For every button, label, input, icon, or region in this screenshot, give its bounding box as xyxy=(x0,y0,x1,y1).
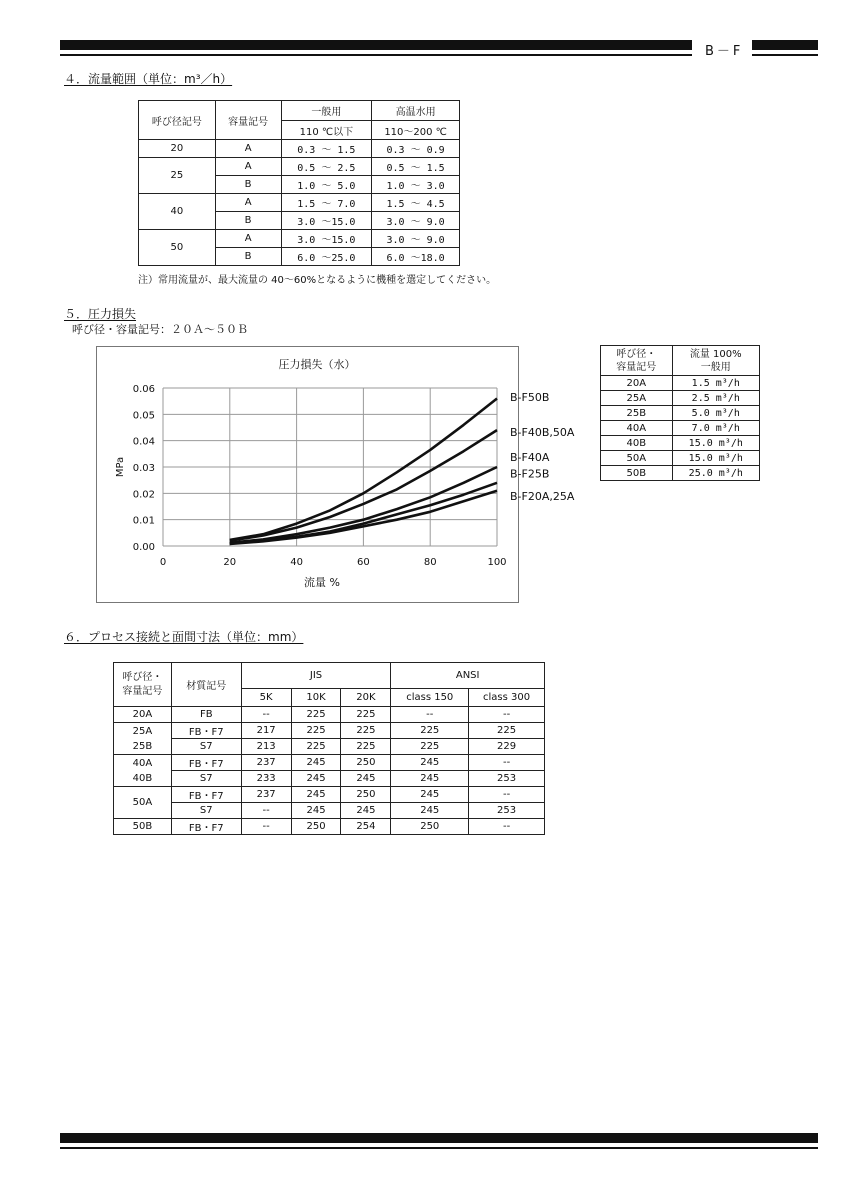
chart-svg xyxy=(97,347,575,602)
cell-c150: -- xyxy=(391,707,469,723)
cell-high: 1.0 ～ 3.0 xyxy=(372,176,460,194)
th-5k: 5K xyxy=(241,689,291,707)
th-high-temp: 高温水用 xyxy=(372,101,460,121)
th-capacity-code: 容量記号 xyxy=(215,101,281,140)
cell-size: 50 xyxy=(139,230,216,266)
cell-c150: 245 xyxy=(391,755,469,771)
cell-cap: A xyxy=(215,140,281,158)
cell-20k: 225 xyxy=(341,707,391,723)
cell-20k: 254 xyxy=(341,819,391,835)
cell-size: 20A xyxy=(114,707,172,723)
cell-c150: 250 xyxy=(391,819,469,835)
cell-cap: A xyxy=(215,158,281,176)
cell-c300: -- xyxy=(469,707,545,723)
series-label: B-F40B,50A xyxy=(510,426,575,440)
cell-20k: 225 xyxy=(341,723,391,739)
cell-c150: 245 xyxy=(391,771,469,787)
x-tick-label: 80 xyxy=(423,557,437,568)
cell-code: 20A xyxy=(601,376,673,391)
cell-c300: 253 xyxy=(469,803,545,819)
cell-cap: B xyxy=(215,176,281,194)
th-size: 呼び径・ 容量記号 xyxy=(114,663,172,707)
series-label: B-F20A,25A xyxy=(510,490,575,504)
cell-10k: 225 xyxy=(291,723,341,739)
cell-high: 3.0 ～ 9.0 xyxy=(372,212,460,230)
cell-c300: 229 xyxy=(469,739,545,755)
flow-100-table xyxy=(600,345,760,481)
cell-20k: 250 xyxy=(341,787,391,803)
cell-code: 50A xyxy=(601,451,673,466)
cell-cap: B xyxy=(215,248,281,266)
y-tick-label: 0.03 xyxy=(132,463,155,474)
cell-20k: 250 xyxy=(341,755,391,771)
cell-code: 50B xyxy=(601,466,673,481)
cell-10k: 245 xyxy=(291,803,341,819)
cell-20k: 225 xyxy=(341,739,391,755)
cell-c150: 225 xyxy=(391,739,469,755)
cell-c150: 245 xyxy=(391,787,469,803)
th-10k: 10K xyxy=(291,689,341,707)
cell-c150: 245 xyxy=(391,803,469,819)
cell-size: 40A 40B xyxy=(114,755,172,787)
th-high-temp-sub: 110～200 ℃ xyxy=(372,121,460,140)
th-20k: 20K xyxy=(341,689,391,707)
header-bar-left xyxy=(60,40,692,50)
cell-mat: FB・F7 xyxy=(171,755,241,771)
cell-size: 25 xyxy=(139,158,216,194)
cell-flow: 5.0 m³/h xyxy=(672,406,759,421)
footer-rule xyxy=(60,1147,818,1149)
cell-flow: 2.5 m³/h xyxy=(672,391,759,406)
cell-code: 25B xyxy=(601,406,673,421)
y-axis-label: MPa xyxy=(115,456,126,478)
th-general-sub: 110 ℃以下 xyxy=(281,121,372,140)
x-tick-label: 60 xyxy=(357,557,370,568)
pressure-loss-chart xyxy=(96,346,575,603)
cell-c300: -- xyxy=(469,787,545,803)
cell-flow: 15.0 m³/h xyxy=(672,436,759,451)
cell-20k: 245 xyxy=(341,803,391,819)
cell-size: 25A 25B xyxy=(114,723,172,755)
y-tick-label: 0.02 xyxy=(132,489,155,501)
cell-20k: 245 xyxy=(341,771,391,787)
cell-high: 1.5 ～ 4.5 xyxy=(372,194,460,212)
cell-general: 0.5 ～ 2.5 xyxy=(281,158,372,176)
cell-general: 3.0 ～15.0 xyxy=(281,212,372,230)
cell-code: 40A xyxy=(601,421,673,436)
cell-5k: -- xyxy=(241,819,291,835)
cell-5k: -- xyxy=(241,803,291,819)
cell-c150: 225 xyxy=(391,723,469,739)
cell-code: 25A xyxy=(601,391,673,406)
section6-title: ６．プロセス接続と面間寸法（単位：mm） xyxy=(64,630,304,644)
th-class300: class 300 xyxy=(469,689,545,707)
cell-5k: 237 xyxy=(241,755,291,771)
cell-cap: B xyxy=(215,212,281,230)
section5-title: ５．圧力損失 xyxy=(64,307,137,321)
th-size-code: 呼び径記号 xyxy=(139,101,216,140)
th-size-capacity: 呼び径・ 容量記号 xyxy=(601,346,673,376)
cell-mat: FB・F7 xyxy=(171,787,241,803)
header-bar-right xyxy=(752,40,818,50)
header-rule-left xyxy=(60,54,692,56)
y-tick-label: 0.04 xyxy=(132,436,155,448)
cell-general: 3.0 ～15.0 xyxy=(281,230,372,248)
cell-flow: 25.0 m³/h xyxy=(672,466,759,481)
series-label: B-F40A xyxy=(510,451,550,465)
th-jis: JIS xyxy=(241,663,391,689)
th-general: 一般用 xyxy=(281,101,372,121)
x-axis-label: 流量 % xyxy=(304,576,340,589)
y-tick-label: 0.01 xyxy=(132,515,155,527)
x-tick-label: 0 xyxy=(159,557,167,568)
cell-high: 0.3 ～ 0.9 xyxy=(372,140,460,158)
cell-10k: 245 xyxy=(291,787,341,803)
th-ansi: ANSI xyxy=(391,663,545,689)
x-tick-label: 100 xyxy=(487,557,507,568)
cell-5k: 233 xyxy=(241,771,291,787)
cell-c300: -- xyxy=(469,819,545,835)
x-tick-label: 40 xyxy=(290,557,303,568)
cell-5k: -- xyxy=(241,707,291,723)
cell-mat: FB xyxy=(171,707,241,723)
cell-general: 1.5 ～ 7.0 xyxy=(281,194,372,212)
cell-5k: 217 xyxy=(241,723,291,739)
cell-10k: 245 xyxy=(291,755,341,771)
cell-high: 0.5 ～ 1.5 xyxy=(372,158,460,176)
page-code: B－F xyxy=(705,44,744,59)
cell-general: 6.0 ～25.0 xyxy=(281,248,372,266)
cell-mat: FB・F7 xyxy=(171,723,241,739)
header-rule-right xyxy=(752,54,818,56)
y-tick-label: 0.05 xyxy=(132,410,155,422)
cell-general: 1.0 ～ 5.0 xyxy=(281,176,372,194)
cell-5k: 237 xyxy=(241,787,291,803)
th-material: 材質記号 xyxy=(171,663,241,707)
chart-title: 圧力損失（水） xyxy=(278,358,356,371)
cell-size: 40 xyxy=(139,194,216,230)
series-label: B-F25B xyxy=(510,467,550,481)
cell-10k: 225 xyxy=(291,707,341,723)
y-tick-label: 0.00 xyxy=(132,542,155,553)
cell-size: 20 xyxy=(139,140,216,158)
cell-high: 6.0 ～18.0 xyxy=(372,248,460,266)
flow-range-table xyxy=(138,100,460,266)
cell-size: 50A xyxy=(114,787,172,819)
cell-5k: 213 xyxy=(241,739,291,755)
cell-c300: 253 xyxy=(469,771,545,787)
cell-mat: S7 xyxy=(171,771,241,787)
cell-flow: 7.0 m³/h xyxy=(672,421,759,436)
cell-code: 40B xyxy=(601,436,673,451)
cell-flow: 15.0 m³/h xyxy=(672,451,759,466)
cell-high: 3.0 ～ 9.0 xyxy=(372,230,460,248)
cell-10k: 250 xyxy=(291,819,341,835)
cell-10k: 245 xyxy=(291,771,341,787)
cell-size: 50B xyxy=(114,819,172,835)
cell-10k: 225 xyxy=(291,739,341,755)
cell-cap: A xyxy=(215,230,281,248)
cell-mat: S7 xyxy=(171,803,241,819)
section4-title: ４．流量範囲（単位：m³／h） xyxy=(64,72,233,86)
y-tick-label: 0.06 xyxy=(132,384,155,395)
cell-general: 0.3 ～ 1.5 xyxy=(281,140,372,158)
face-to-face-table xyxy=(113,662,545,835)
cell-c300: 225 xyxy=(469,723,545,739)
cell-mat: FB・F7 xyxy=(171,819,241,835)
cell-flow: 1.5 m³/h xyxy=(672,376,759,391)
flow-range-note: 注）常用流量が、最大流量の 40～60%となるように機種を選定してください。 xyxy=(138,275,497,286)
x-tick-label: 20 xyxy=(223,557,237,568)
th-class150: class 150 xyxy=(391,689,469,707)
cell-c300: -- xyxy=(469,755,545,771)
cell-mat: S7 xyxy=(171,739,241,755)
section5-subtitle: 呼び径・容量記号：２０Ａ～５０Ｂ xyxy=(72,323,248,336)
cell-cap: A xyxy=(215,194,281,212)
th-flow-100: 流量 100% 一般用 xyxy=(672,346,759,376)
footer-bar xyxy=(60,1133,818,1143)
series-label: B-F50B xyxy=(510,391,550,405)
